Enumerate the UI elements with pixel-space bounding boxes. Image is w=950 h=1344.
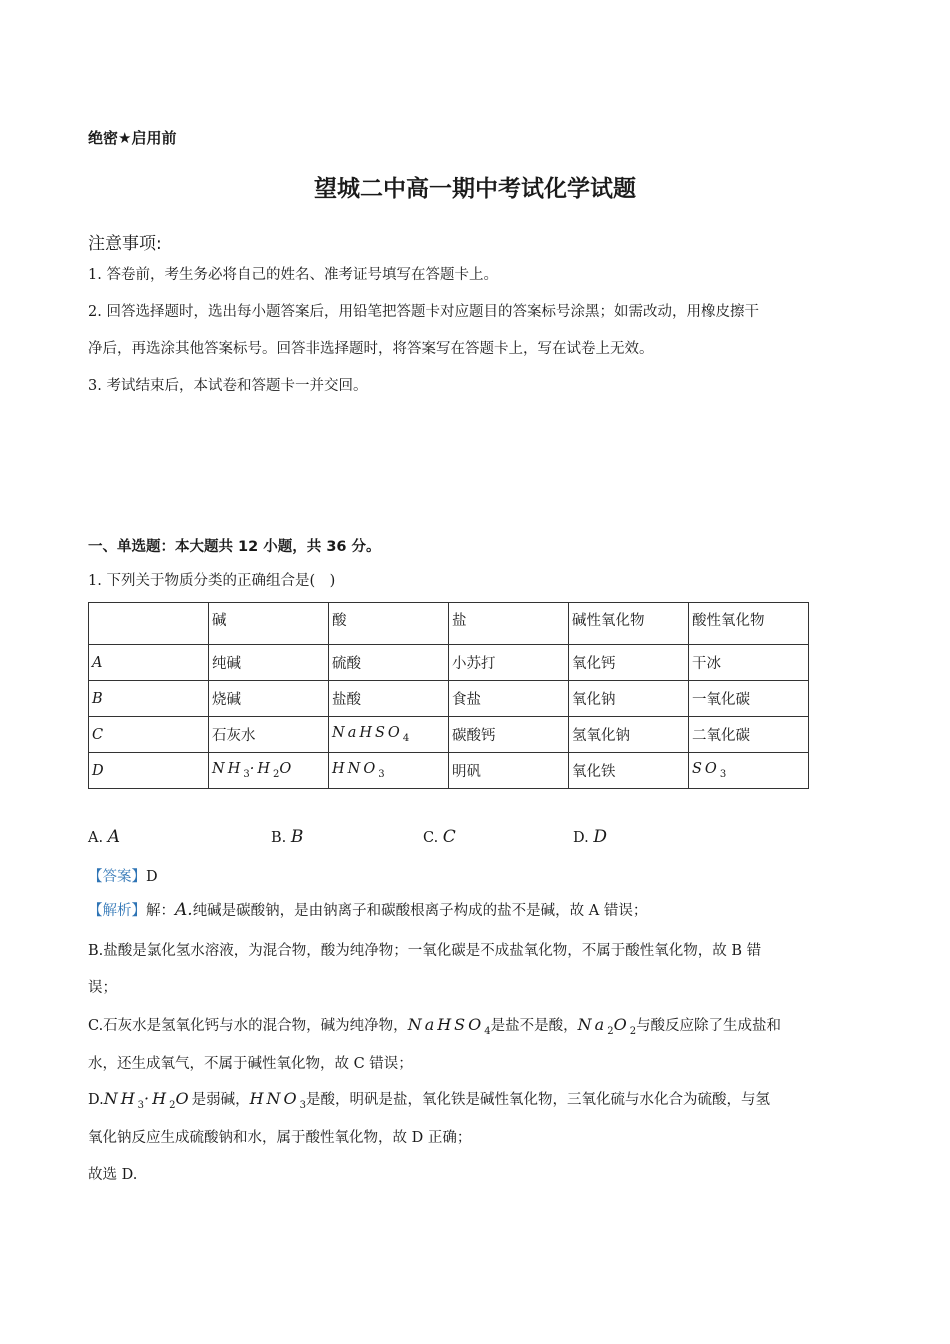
formula-subscript: 4 [484, 1025, 491, 1037]
table-header-cell: 酸性氧化物 [689, 603, 809, 645]
table-cell: 石灰水 [209, 717, 329, 753]
formula-subscript: 4 [402, 732, 410, 744]
table-cell: 烧碱 [209, 681, 329, 717]
formula-subscript: 2 [607, 1025, 614, 1037]
formula-subscript: 2 [169, 1099, 176, 1111]
table-header-row [89, 603, 809, 645]
analysis-line-b-cont: 误； [88, 980, 117, 996]
formula-subscript: 2 [629, 1025, 637, 1037]
table-row [89, 681, 809, 717]
table-cell: 氧化钙 [569, 645, 689, 681]
table-cell-formula [329, 717, 449, 753]
option-prefix: A. [88, 830, 108, 846]
table-cell: 硫酸 [329, 645, 449, 681]
formula-na2o2: Na [577, 1015, 608, 1034]
table-cell: 氢氧化钠 [569, 717, 689, 753]
analysis-line-c-cont: 水，还生成氧气，不属于碱性氧化物，故 C 错误； [88, 1056, 413, 1072]
table-cell: 一氧化碳 [689, 681, 809, 717]
table-header-cell [89, 603, 209, 645]
formula-part: O [613, 1015, 630, 1034]
table-header-cell: 盐 [449, 603, 569, 645]
analysis-d-post: 是酸，明矾是盐，氧化铁是碱性氧化物，三氧化硫与水化合为硫酸，与氢 [306, 1092, 771, 1108]
analysis-line-d-cont: 氧化钠反应生成硫酸钠和水，属于酸性氧化物，故 D 正确； [88, 1130, 472, 1146]
table-row [89, 645, 809, 681]
option-prefix: B. [271, 830, 291, 846]
formula-subscript: 2 [272, 768, 280, 780]
page-title: 望城二中高一期中考试化学试题 [314, 176, 636, 202]
analysis-conclusion: 故选 D. [88, 1167, 138, 1183]
formula-subscript: 3 [719, 768, 727, 780]
table-cell: 小苏打 [449, 645, 569, 681]
formula-subscript: 3 [299, 1099, 307, 1111]
table-cell: 干冰 [689, 645, 809, 681]
analysis-line-a [88, 899, 647, 920]
notice-item-2-cont: 净后，再选涂其他答案标号。回答非选择题时，将答案写在答题卡上，写在试卷上无效。 [88, 341, 654, 357]
analysis-intro: 解： [146, 903, 175, 919]
table-cell: 纯碱 [209, 645, 329, 681]
table-cell: 二氧化碳 [689, 717, 809, 753]
table-header-cell: 碱 [209, 603, 329, 645]
option-b[interactable] [271, 827, 303, 847]
table-header-cell: 酸 [329, 603, 449, 645]
table-cell: 氧化钠 [569, 681, 689, 717]
table-cell: 明矾 [449, 753, 569, 789]
formula-nahso4: NaHSO [332, 725, 403, 742]
formula-subscript: 3 [243, 768, 250, 780]
table-cell: 食盐 [449, 681, 569, 717]
analysis-line-d [88, 1088, 770, 1111]
option-value: A [107, 827, 120, 847]
row-label: D [89, 753, 209, 789]
formula-part: ·H [249, 761, 273, 778]
option-prefix: C. [423, 830, 443, 846]
analysis-c-post: 与酸反应除了生成盐和 [636, 1018, 782, 1034]
formula-so3: SO [692, 761, 720, 778]
table-cell-formula [689, 753, 809, 789]
table-cell: 氧化铁 [569, 753, 689, 789]
classification-table [88, 602, 809, 789]
notice-heading-colon: : [156, 234, 162, 254]
notice-heading [88, 229, 162, 254]
formula-part: O [175, 1089, 192, 1108]
option-d[interactable] [573, 827, 607, 847]
table-row [89, 717, 809, 753]
option-value: B [290, 827, 304, 847]
option-value: C [442, 827, 456, 847]
table-row [89, 753, 809, 789]
confidential-label: 绝密★启用前 [88, 129, 177, 147]
analysis-a-letter: A. [175, 900, 193, 920]
option-prefix: D. [573, 830, 594, 846]
notice-item-1: 1. 答卷前，考生务必将自己的姓名、准考证号填写在答题卡上。 [88, 267, 498, 283]
option-value: D [593, 827, 607, 847]
table-cell-formula [329, 753, 449, 789]
formula-hno3: HNO [249, 1089, 300, 1108]
notice-item-3: 3. 考试结束后，本试卷和答题卡一并交回。 [88, 378, 368, 394]
analysis-c-pre: C.石灰水是氢氧化钙与水的混合物，碱为纯净物， [88, 1018, 408, 1034]
formula-nh3: NH [212, 761, 244, 778]
formula-nh3h2o: NH [103, 1089, 138, 1108]
formula-part: O [279, 761, 295, 778]
analysis-a-text: 纯碱是碳酸钠，是由钠离子和碳酸根离子构成的盐不是碱，故 A 错误； [192, 903, 648, 919]
section-heading: 一、单选题：本大题共 12 小题，共 36 分。 [88, 539, 381, 555]
answer-value: D [146, 869, 158, 885]
analysis-d-mid: 是弱碱， [191, 1092, 250, 1108]
answer-label: 【答案】 [88, 869, 146, 885]
analysis-line-c [88, 1014, 781, 1037]
row-label: C [89, 717, 209, 753]
formula-hno3: HNO [332, 761, 379, 778]
table-cell: 碳酸钙 [449, 717, 569, 753]
table-header-cell: 碱性氧化物 [569, 603, 689, 645]
formula-subscript: 3 [137, 1099, 145, 1111]
row-label: A [89, 645, 209, 681]
analysis-line-b: B.盐酸是氯化氢水溶液，为混合物，酸为纯净物；一氧化碳是不成盐氧化物，不属于酸性氧化物，故 B 错 [88, 943, 762, 959]
question-stem: 1. 下列关于物质分类的正确组合是( ) [88, 573, 336, 589]
notice-heading-text: 注意事项 [88, 234, 156, 254]
formula-subscript: 3 [378, 768, 385, 780]
option-c[interactable] [423, 827, 456, 847]
row-label: B [89, 681, 209, 717]
analysis-c-mid: 是盐不是酸， [490, 1018, 578, 1034]
table-cell: 盐酸 [329, 681, 449, 717]
answer-line [88, 865, 158, 886]
table-cell-formula [209, 753, 329, 789]
notice-item-2: 2. 回答选择题时，选出每小题答案后，用铅笔把答题卡对应题目的答案标号涂黑；如需改动，用橡皮擦干 [88, 304, 759, 320]
analysis-label: 【解析】 [88, 903, 146, 919]
formula-nahso4: NaHSO [407, 1015, 485, 1034]
formula-part: ·H [144, 1089, 170, 1108]
option-a[interactable] [88, 827, 120, 847]
analysis-d-pre: D. [88, 1092, 104, 1108]
